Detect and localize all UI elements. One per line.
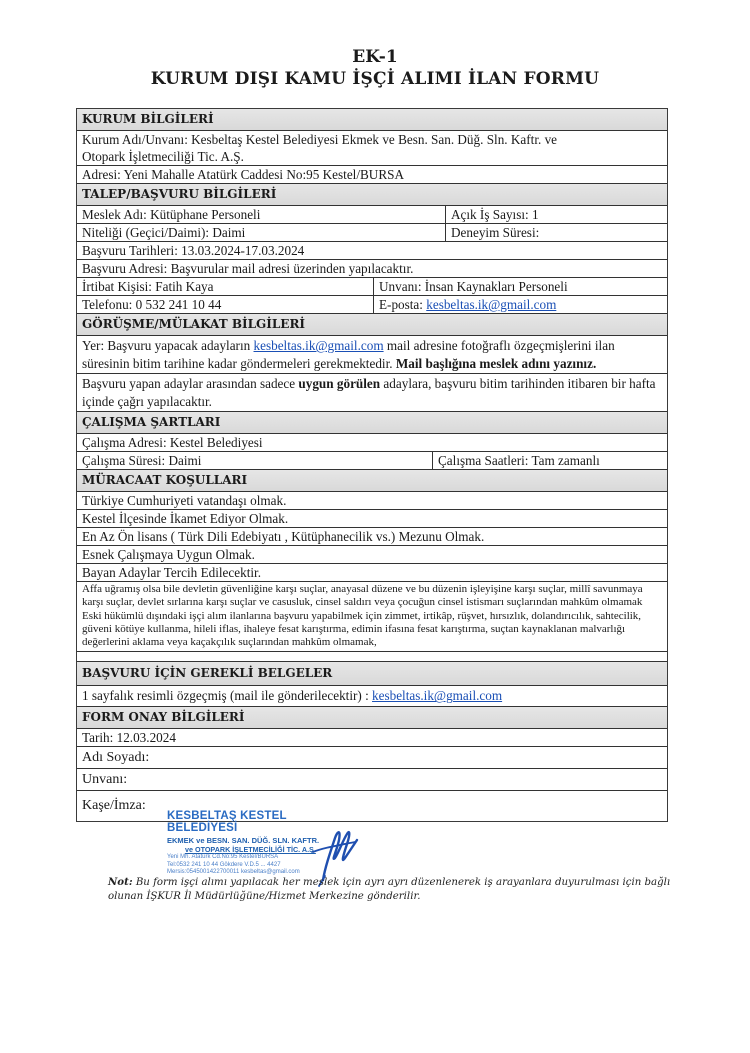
document-title: [0, 46, 750, 90]
legal-requirement-2: Eski hükümlü dışındaki işçi alım ilanlarına başvuru yapabilmek için zimmet, irtikâp, rüşvet, hırsızlık, dolandırıcılık, sahtecilik, güveni kötüye kullanma, hileli iflas, ihaleye fesat karıştırma, edimin ifasına fesat karıştırma, suçtan kaynaklanan malvarlığı değerlerini aklama veya kaçakçılık suçlarından mahkûm olmamak,: [82, 609, 642, 649]
title-annex: EK-1: [352, 47, 398, 67]
required-documents-row: 1 sayfalık resimli özgeçmiş (mail ile gönderilecektir) : kesbeltas.ik@gmail.com: [77, 686, 667, 707]
stamp-company-name: KESBELTAŞ KESTEL BELEDİYESİ: [167, 810, 287, 834]
contact-phone: Telefonu: 0 532 241 10 44: [82, 297, 222, 312]
legal-requirement-1: Affa uğramış olsa bile devletin güvenliğine karşı suçlar, anayasal düzene ve bu düzenin işleyişine karşı suçlar, millî savunmaya karşı suçlar, devlet sırlarına karşı suçlar ve casusluk, cinsel saldırı veya çocuğun cinsel istismarı suçlarından mahkûm olmamak: [82, 583, 643, 609]
section-header-talep: TALEP/BAŞVURU BİLGİLERİ: [77, 184, 667, 206]
employment-type: Niteliği (Geçici/Daimi): Daimi: [82, 225, 246, 240]
application-address-row: Başvuru Adresi: Başvurular mail adresi üzerinden yapılacaktır.: [77, 260, 667, 278]
experience-duration: Deneyim Süresi:: [445, 224, 667, 241]
work-address-row: Çalışma Adresi: Kestel Belediyesi: [77, 434, 667, 452]
stamp-company-line2: EKMEK ve BESN. SAN. DÜĞ. SLN. KAFTR.: [167, 836, 320, 845]
spacer-row: [77, 652, 667, 662]
institution-name-line1: Kurum Adı/Unvanı: Kesbeltaş Kestel Belediyesi Ekmek ve Besn. San. Düğ. Sln. Kaftr. ve: [82, 132, 558, 147]
contact-person: İrtibat Kişisi: Fatih Kaya: [82, 279, 214, 294]
section-header-onay: FORM ONAY BİLGİLERİ: [77, 707, 667, 729]
stamp-address: Yeni Mh. Atatürk Cd.No:95 Kestel/BURSA: [167, 854, 279, 860]
approval-date-row: Tarih: 12.03.2024: [77, 729, 667, 747]
stamp-phone: Tel:0532 241 10 44 Gökdere V.D.5 ... 4427: [167, 861, 281, 868]
contact-title: Unvanı: İnsan Kaynakları Personeli: [373, 278, 667, 295]
contact-email-cell: E-posta: kesbeltas.ik@gmail.com: [373, 296, 667, 313]
approval-name-row: Adı Soyadı:: [77, 747, 667, 769]
application-dates-row: Başvuru Tarihleri: 13.03.2024-17.03.2024: [77, 242, 667, 260]
work-duration: Çalışma Süresi: Daimi: [82, 453, 202, 468]
section-header-gorusme: GÖRÜŞME/MÜLAKAT BİLGİLERİ: [77, 314, 667, 336]
institution-address-row: Adresi: Yeni Mahalle Atatürk Caddesi No:95 Kestel/BURSA: [77, 166, 667, 184]
interview-call-row: Başvuru yapan adaylar arasından sadece uygun görülen adaylara, başvuru bitim tarihinden itibaren bir hafta içinde çağrı yapılacaktır.: [77, 374, 667, 412]
section-header-belgeler: BAŞVURU İÇİN GEREKLİ BELGELER: [77, 662, 667, 686]
note-label: Not:: [108, 876, 133, 888]
section-header-muracaat: MÜRACAAT KOŞULLARI: [77, 470, 667, 492]
documents-email-link[interactable]: kesbeltas.ik@gmail.com: [372, 688, 503, 704]
institution-name-row: [77, 131, 667, 166]
requirement-item: En Az Ön lisans ( Türk Dili Edebiyatı , Kütüphanecilik vs.) Mezunu Olmak.: [77, 528, 667, 546]
occupation-row: [77, 206, 667, 224]
mail-subject-instruction: Mail başlığına meslek adını yazınız.: [395, 355, 597, 371]
institution-name-line2: Otopark İşletmeciliği Tic. A.Ş.: [82, 149, 244, 164]
stamp-company-line3: ve OTOPARK İŞLETMECİLİĞİ TİC. A.Ş.: [185, 845, 316, 854]
requirement-item: Bayan Adaylar Tercih Edilecektir.: [77, 564, 667, 582]
work-duration-row: [77, 452, 667, 470]
contact-person-row: [77, 278, 667, 296]
requirement-item: Esnek Çalışmaya Uygun Olmak.: [77, 546, 667, 564]
work-hours: Çalışma Saatleri: Tam zamanlı: [432, 452, 667, 469]
occupation-name: Meslek Adı: Kütüphane Personeli: [82, 207, 261, 222]
section-header-kurum: KURUM BİLGİLERİ: [77, 109, 667, 131]
note-text: Bu form işçi alımı yapılacak her meslek için ayrı ayrı düzenlenerek iş arayanlara duyurulması için bağlı olunan İŞKUR İl Müdürlüğüne/Hizmet Merkezine gönderilir.: [108, 877, 671, 902]
interview-email-link[interactable]: kesbeltas.ik@gmail.com: [253, 338, 384, 353]
contact-email-link[interactable]: kesbeltas.ik@gmail.com: [426, 297, 557, 312]
job-posting-form: [76, 108, 668, 822]
open-positions: Açık İş Sayısı: 1: [445, 206, 667, 223]
quality-row: [77, 224, 667, 242]
title-main: KURUM DIŞI KAMU İŞÇİ ALIMI İLAN FORMU: [150, 69, 600, 89]
approval-title-row: Unvanı:: [77, 769, 667, 791]
stamp-mersis: Mersis:0545001422700011 kesbeltas@gmail.com: [167, 869, 300, 875]
interview-location-row: Yer: Başvuru yapacak adayların kesbeltas.ik@gmail.com mail adresine fotoğraflı özgeçmişlerini ilan süresinin bitim tarihine kadar göndermeleri gerekmektedir. Mail başlığına meslek adını yazınız.: [77, 336, 667, 374]
approval-stamp-row: Kaşe/İmza:: [82, 798, 146, 814]
requirement-item: Kestel İlçesinde İkamet Ediyor Olmak.: [77, 510, 667, 528]
section-header-calisma: ÇALIŞMA ŞARTLARI: [77, 412, 667, 434]
contact-phone-row: [77, 296, 667, 314]
requirement-item: Türkiye Cumhuriyeti vatandaşı olmak.: [77, 492, 667, 510]
footer-note: [108, 875, 708, 904]
legal-requirements-row: [77, 582, 667, 652]
